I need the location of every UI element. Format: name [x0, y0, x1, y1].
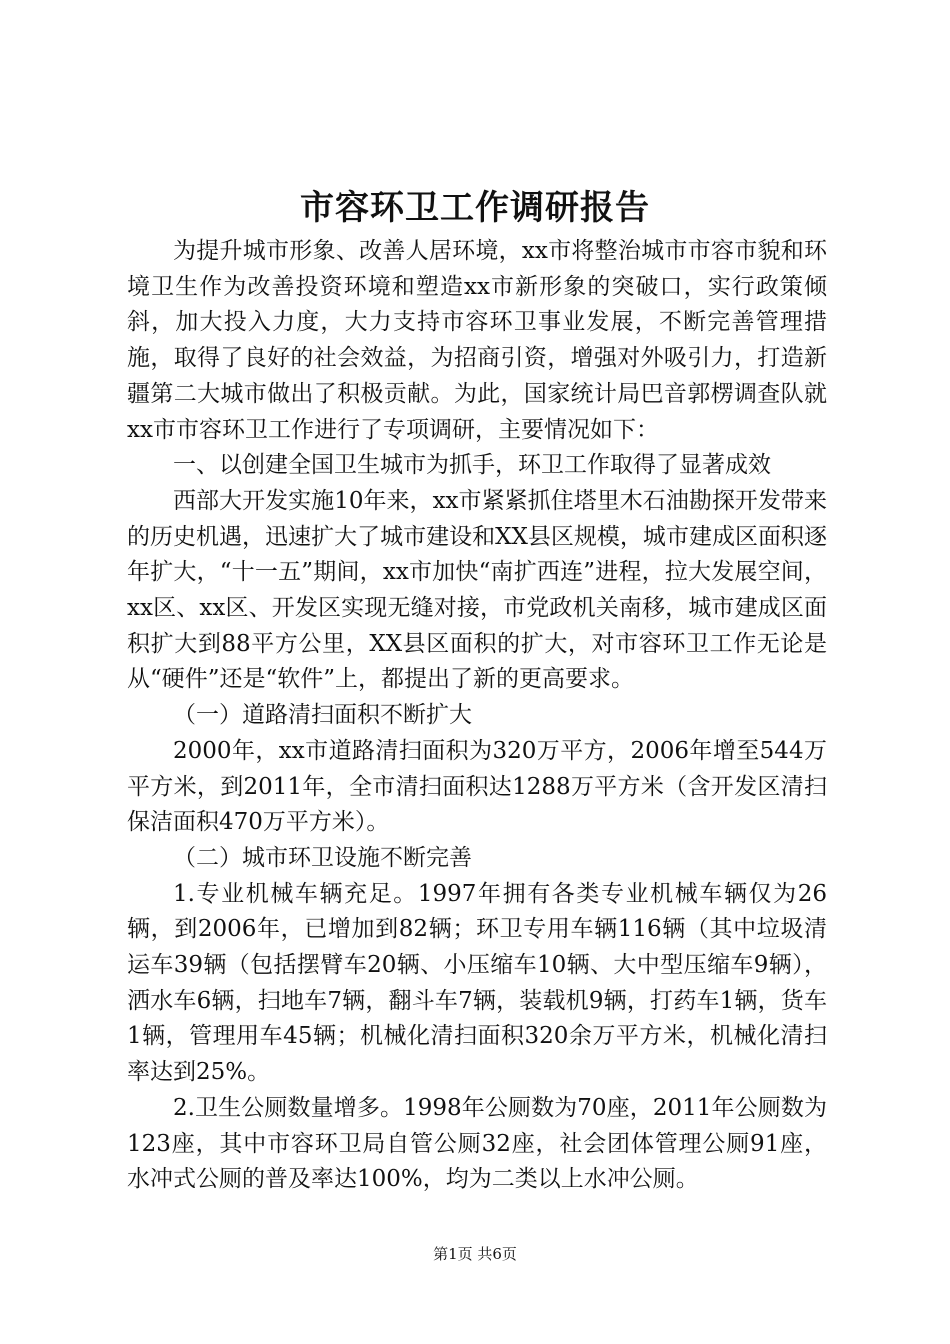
intro-paragraph: 为提升城市形象、改善人居环境，xx市将整治城市市容市貌和环境卫生作为改善投资环境和塑造xx市新形象的突破口，实行政策倾斜，加大投入力度，大力支持市容环卫事业发展，不断完善管理措施，取得了良好的社会效益，为招商引资，增强对外吸引力，打造新疆第二大城市做出了积极贡献。为此，国家统计局巴音郭楞调查队就xx市市容环卫工作进行了专项调研，主要情况如下：	[127, 238, 827, 443]
section-heading-1: 一、以创建全国卫生城市为抓手，环卫工作取得了显著成效	[173, 452, 771, 479]
document-body	[127, 234, 827, 1198]
subsection-heading-1: （一）道路清扫面积不断扩大	[173, 702, 472, 729]
document-title: 市容环卫工作调研报告	[300, 188, 650, 228]
list-item-vehicles: 1.专业机械车辆充足。1997年拥有各类专业机械车辆仅为26辆，到2006年，已增加到82辆；环卫专用车辆116辆（其中垃圾清运车39辆（包括摆臂车20辆、小压缩车10辆、大中型压缩车9辆），洒水车6辆，扫地车7辆，翻斗车7辆，装载机9辆，打药车1辆，货车1辆，管理用车45辆；机械化清扫面积320余万平方米，机械化清扫率达到25%。	[127, 880, 827, 1086]
subsection-heading-2: （二）城市环卫设施不断完善	[173, 844, 472, 871]
list-item-toilets: 2.卫生公厕数量增多。1998年公厕数为70座，2011年公厕数为123座，其中市容环卫局自管公厕32座，社会团体管理公厕91座，水冲式公厕的普及率达100%，均为二类以上水冲公厕。	[127, 1094, 827, 1193]
page-number-footer: 第1页 共6页	[433, 1245, 517, 1263]
subsection-1-paragraph: 2000年，xx市道路清扫面积为320万平方，2006年增至544万平方米，到2011年，全市清扫面积达1288万平方米（含开发区清扫保洁面积470万平方米）。	[127, 737, 827, 836]
section-1-paragraph: 西部大开发实施10年来，xx市紧紧抓住塔里木石油勘探开发带来的历史机遇，迅速扩大了城市建设和XX县区规模，城市建成区面积逐年扩大，“十一五”期间，xx市加快“南扩西连”进程，拉大发展空间，xx区、xx区、开发区实现无缝对接，市党政机关南移，城市建成区面积扩大到88平方公里，XX县区面积的扩大，对市容环卫工作无论是从“硬件”还是“软件”上，都提出了新的更高要求。	[127, 487, 827, 693]
